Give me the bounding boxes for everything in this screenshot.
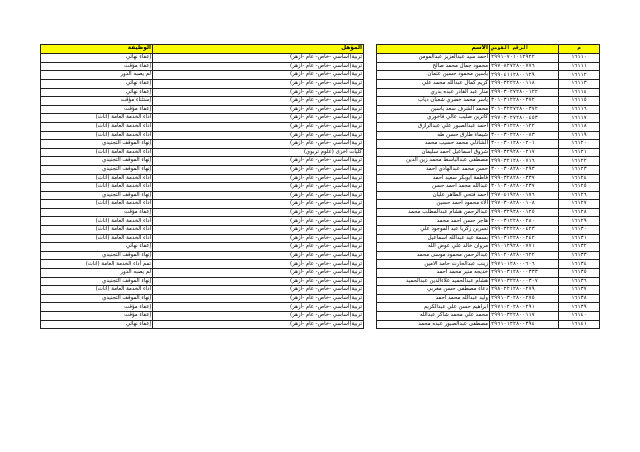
name-row bbox=[377, 269, 600, 278]
name-cell: محمد علي محمد شاكر عبدالله bbox=[377, 312, 490, 321]
qualification-row bbox=[41, 105, 364, 114]
code-cell: ١٦١١٠ bbox=[559, 54, 600, 63]
qualification-cell: تربية(أساسي -خاص- عام -أزهر) bbox=[153, 208, 364, 217]
name-row bbox=[377, 294, 600, 303]
name-row bbox=[377, 62, 600, 71]
qualification-cell: كليات أخرى (علوم تربوي) bbox=[153, 148, 364, 157]
qualification-row bbox=[41, 54, 364, 63]
job-cell: إنهاء الموقف التجنيدي bbox=[41, 140, 153, 149]
code-cell: ١٦١٣٤ bbox=[559, 260, 600, 269]
name-row bbox=[377, 122, 600, 131]
qualification-row bbox=[41, 208, 364, 217]
job-cell: إعفاء مؤقت bbox=[41, 105, 153, 114]
national-id-cell: ٢٩٧٠٨٢٧٢٨٠٠٧٧٦ bbox=[490, 62, 559, 71]
name-row bbox=[377, 208, 600, 217]
national-id-cell: ٢٩٧١٠٢٠٢٨٠٠٢٩١ bbox=[490, 303, 559, 312]
national-id-cell: ٢٩١٠٣١٢٢٨٠٠٢٤٢ bbox=[490, 234, 559, 243]
job-cell: أداء الخدمة العامة (اناث) bbox=[41, 200, 153, 209]
qualification-row bbox=[41, 71, 364, 80]
job-cell: إنهاء الموقف التجنيدي bbox=[41, 165, 153, 174]
national-id-cell: ٣٠٠٠٣٠١٢٨٠٠٢٠١ bbox=[490, 140, 559, 149]
name-cell: كاترين صليب عالي فاخوري bbox=[377, 114, 490, 123]
job-cell: أداء الخدمة العامة (اناث) bbox=[41, 286, 153, 295]
qualification-cell: تربية(أساسي -خاص- عام -أزهر) bbox=[153, 114, 364, 123]
national-id-cell: ٣٠١٠٣٠٨٢٨٠٠٢٣٧ bbox=[490, 183, 559, 192]
qualification-cell: تربية(أساسي -خاص- عام -أزهر) bbox=[153, 200, 364, 209]
name-cell: هاجر حسن احمد محمد bbox=[377, 217, 490, 226]
header-qualification: المؤهل bbox=[153, 45, 364, 54]
names-table bbox=[376, 44, 600, 329]
qualification-row bbox=[41, 312, 364, 321]
qualification-row bbox=[41, 200, 364, 209]
name-row bbox=[377, 286, 600, 295]
name-row bbox=[377, 183, 600, 192]
name-row bbox=[377, 54, 600, 63]
name-row bbox=[377, 320, 600, 329]
job-cell: أداء الخدمة العامة (اناث) bbox=[41, 174, 153, 183]
name-cell: احمد فتحي الطاهر عليان bbox=[377, 191, 490, 200]
qualification-cell: تربية(أساسي -خاص- عام -أزهر) bbox=[153, 71, 364, 80]
qualification-cell: تربية(أساسي -خاص- عام -أزهر) bbox=[153, 191, 364, 200]
qualification-cell: تربية(أساسي -خاص- عام -أزهر) bbox=[153, 226, 364, 235]
code-cell: ١٦١٣٦ bbox=[559, 277, 600, 286]
national-id-cell: ٢٩٧٠٤١٩٢٨٠٠١٧٦ bbox=[490, 191, 559, 200]
code-cell: ١٦١١١ bbox=[559, 62, 600, 71]
national-id-cell: ٢٩٩٠٣١٢٢٨٠٠١٢٢ bbox=[490, 122, 559, 131]
name-cell: ابراهيم حسن علي عبدالكريم bbox=[377, 303, 490, 312]
qualification-row bbox=[41, 131, 364, 140]
name-cell: الشاذلي محمد حسيب محمد bbox=[377, 140, 490, 149]
name-cell: محمد الشرف سعد ياسين bbox=[377, 105, 490, 114]
name-cell: محمود جمال محمد صالح bbox=[377, 62, 490, 71]
national-id-cell: ٢٩٩٠٣٢٨٢٨٠٠٣٣٧ bbox=[490, 174, 559, 183]
name-cell: كريم كمال عبدالله محمد علي bbox=[377, 79, 490, 88]
name-row bbox=[377, 191, 600, 200]
qualification-cell: تربية(أساسي -خاص- عام -أزهر) bbox=[153, 303, 364, 312]
national-id-cell: ٣٠٠٠٣١٢٢٨٠٠٢٨٠ bbox=[490, 217, 559, 226]
code-cell: ١٦١٤١ bbox=[559, 320, 600, 329]
job-cell: إعفاء نهائي bbox=[41, 54, 153, 63]
qualification-row bbox=[41, 260, 364, 269]
name-row bbox=[377, 88, 600, 97]
code-cell: ١٦١٢٣ bbox=[559, 165, 600, 174]
code-cell: ١٦١٢٩ bbox=[559, 217, 600, 226]
code-cell: ١٦١١٦ bbox=[559, 105, 600, 114]
qualification-row bbox=[41, 286, 364, 295]
name-row bbox=[377, 140, 600, 149]
name-row bbox=[377, 226, 600, 235]
qualification-cell: تربية(أساسي -خاص- عام -أزهر) bbox=[153, 131, 364, 140]
qualification-row bbox=[41, 226, 364, 235]
code-cell: ١٦١٣٣ bbox=[559, 251, 600, 260]
code-cell: ١٦١١٥ bbox=[559, 97, 600, 106]
header-code: م bbox=[559, 45, 600, 54]
code-cell: ١٦١١٢ bbox=[559, 71, 600, 80]
national-id-cell: ٢٩١٠٢٠٨٢٨٠٠٦٢٢ bbox=[490, 251, 559, 260]
national-id-cell: ٢٩٧٠٣٠٨٢٨٠٠١٠٨ bbox=[490, 200, 559, 209]
job-cell: لم يصبه الدور bbox=[41, 71, 153, 80]
code-cell: ١٦١٣١ bbox=[559, 234, 600, 243]
header-name: الاسم bbox=[377, 45, 490, 54]
national-id-cell: ٢٩٧١٠١٢٨٠٠٠٦٠٦ bbox=[490, 260, 559, 269]
name-row bbox=[377, 200, 600, 209]
qualification-cell: تربية(أساسي -خاص- عام -أزهر) bbox=[153, 286, 364, 295]
names-header-row bbox=[377, 45, 600, 54]
qualification-header-row bbox=[41, 45, 364, 54]
code-cell: ١٦١٣٧ bbox=[559, 286, 600, 295]
national-id-cell: ٢٩٩١٠٣٠٢٨٠٠٢٧٥ bbox=[490, 294, 559, 303]
qualification-cell: تربية(أساسي -خاص- عام -أزهر) bbox=[153, 234, 364, 243]
code-cell: ١٦١١٩ bbox=[559, 131, 600, 140]
qualification-row bbox=[41, 165, 364, 174]
job-cell: أداء الخدمة العامة (اناث) bbox=[41, 183, 153, 192]
code-cell: ١٦١٤٠ bbox=[559, 312, 600, 321]
code-cell: ١٦١١٧ bbox=[559, 114, 600, 123]
name-cell: مروان خالد علي عوض الله bbox=[377, 243, 490, 252]
qualification-cell: تربية(أساسي -خاص- عام -أزهر) bbox=[153, 105, 364, 114]
qualification-row bbox=[41, 62, 364, 71]
header-national-id: الرقم القومي bbox=[490, 45, 559, 54]
qualification-cell: تربية(أساسي -خاص- عام -أزهر) bbox=[153, 157, 364, 166]
qualification-cell: تربية(أساسي -خاص- عام -أزهر) bbox=[153, 277, 364, 286]
qualification-row bbox=[41, 97, 364, 106]
national-id-cell: ٢٩٩٠٣٢٩٢٨٠٠٢١٧ bbox=[490, 148, 559, 157]
name-cell: احمد عبدالصبور علي عبدالرازق bbox=[377, 122, 490, 131]
job-cell: إنهاء الموقف التجنيدي bbox=[41, 157, 153, 166]
name-cell: الاء محمود احمد حسين bbox=[377, 200, 490, 209]
national-id-cell: ٢٩٩١٠٧٠١٠١٢٩٢٢ bbox=[490, 54, 559, 63]
national-id-cell: ٢٩٩٠٣٠٢٧٢٨٠٠١٢٢ bbox=[490, 88, 559, 97]
job-cell: أداء الخدمة العامة (اناث) bbox=[41, 217, 153, 226]
job-cell: إعفاء نهائي bbox=[41, 320, 153, 329]
code-cell: ١٦١٣٩ bbox=[559, 303, 600, 312]
qualification-cell: تربية(أساسي -خاص- عام -أزهر) bbox=[153, 122, 364, 131]
job-cell: أداء الخدمة العامة (اناث) bbox=[41, 226, 153, 235]
qualification-cell: تربية(أساسي -خاص- عام -أزهر) bbox=[153, 294, 364, 303]
national-id-cell: ٢٩٦١٠١٢٢٨٠٠٣٩٤ bbox=[490, 320, 559, 329]
code-cell: ١٦١٣٥ bbox=[559, 269, 600, 278]
code-cell: ١٦١١٨ bbox=[559, 122, 600, 131]
name-cell: نسرين زكريا عبد الموجود علي bbox=[377, 226, 490, 235]
code-cell: ١٦١٢١ bbox=[559, 148, 600, 157]
national-id-cell: ٢٩٧١٠٣٢٢٨٠٠٠٣٠٧ bbox=[490, 277, 559, 286]
qualification-cell: تربية(أساسي -خاص- عام -أزهر) bbox=[153, 79, 364, 88]
code-cell: ١٦١٣٨ bbox=[559, 294, 600, 303]
name-row bbox=[377, 303, 600, 312]
code-cell: ١٦١١٤ bbox=[559, 88, 600, 97]
name-row bbox=[377, 131, 600, 140]
qualification-row bbox=[41, 140, 364, 149]
code-cell: ١٦١٢٤ bbox=[559, 174, 600, 183]
name-cell: عبدالرحمن هشام عبدالمطلب محمد bbox=[377, 208, 490, 217]
name-row bbox=[377, 157, 600, 166]
job-cell: إعفاء نهائي bbox=[41, 243, 153, 252]
qualification-row bbox=[41, 183, 364, 192]
national-id-cell: ٢٩٩١٠٣٢٢٨٠٠١١٧ bbox=[490, 312, 559, 321]
qualification-row bbox=[41, 217, 364, 226]
national-id-cell: ٢٩٩٠٣٢٢٢٨٠٠٤٢٣ bbox=[490, 226, 559, 235]
qualification-row bbox=[41, 251, 364, 260]
name-cell: حسن محمد عبدالهادي احمد bbox=[377, 165, 490, 174]
qualification-cell: تربية(أساسي -خاص- عام -أزهر) bbox=[153, 140, 364, 149]
name-cell: ياسين محمود حسين عثمان bbox=[377, 71, 490, 80]
name-row bbox=[377, 71, 600, 80]
name-row bbox=[377, 79, 600, 88]
qualification-cell: تربية(أساسي -خاص- عام -أزهر) bbox=[153, 269, 364, 278]
job-cell: أداء الخدمة العامة (اناث) bbox=[41, 114, 153, 123]
national-id-cell: ٢٩٩٠٣٢٢٢٨٠٠١١٨ bbox=[490, 79, 559, 88]
qualification-cell: تربية(أساسي -خاص- عام -أزهر) bbox=[153, 243, 364, 252]
national-id-cell: ٢٩٧٠٣٠٢٧٢٨٠٠٤٥٣ bbox=[490, 114, 559, 123]
job-cell: إعفاء مؤقت bbox=[41, 208, 153, 217]
qualification-cell: تربية(أساسي -خاص- عام -أزهر) bbox=[153, 320, 364, 329]
qualification-cell: تربية(أساسي -خاص- عام -أزهر) bbox=[153, 54, 364, 63]
name-row bbox=[377, 260, 600, 269]
national-id-cell: ٢٩٨٠٢٢١٢٨٠٠٢٧٩ bbox=[490, 286, 559, 295]
qualification-row bbox=[41, 277, 364, 286]
job-cell: إنهاء الموقف التجنيدي bbox=[41, 277, 153, 286]
national-id-cell: ٣٠١٠٣١٢٢٨٠٠٣٧٢ bbox=[490, 97, 559, 106]
national-id-cell: ٣٠١٠٣٢٢٧٢٨٠٠٣٧٢ bbox=[490, 105, 559, 114]
qualification-cell: تربية(أساسي -خاص- عام -أزهر) bbox=[153, 183, 364, 192]
name-cell: مصطفى عبدالباسط محمد زين الدين bbox=[377, 157, 490, 166]
name-cell: دعاء مصطفى حسن مغربي bbox=[377, 286, 490, 295]
name-cell: شيماء طارق حسن طه bbox=[377, 131, 490, 140]
job-cell: إنهاء الموقف التجنيدي bbox=[41, 191, 153, 200]
qualification-row bbox=[41, 157, 364, 166]
name-row bbox=[377, 243, 600, 252]
code-cell: ١٦١٣٠ bbox=[559, 226, 600, 235]
code-cell: ١٦١١٣ bbox=[559, 79, 600, 88]
name-cell: ياسر محمد خضري شعبان دياب bbox=[377, 97, 490, 106]
qualification-row bbox=[41, 294, 364, 303]
name-row bbox=[377, 165, 600, 174]
code-cell: ١٦١٢٢ bbox=[559, 157, 600, 166]
job-cell: أداء الخدمة العامة (اناث) bbox=[41, 234, 153, 243]
job-cell: أداء الخدمة العامة (اناث) bbox=[41, 148, 153, 157]
name-cell: منار عبد القادر عبده بدري bbox=[377, 88, 490, 97]
name-row bbox=[377, 174, 600, 183]
name-row bbox=[377, 97, 600, 106]
qualification-table bbox=[40, 44, 364, 329]
qualification-row bbox=[41, 243, 364, 252]
qualification-row bbox=[41, 303, 364, 312]
job-cell: أداء الخدمة العامة (اناث) bbox=[41, 131, 153, 140]
name-row bbox=[377, 312, 600, 321]
national-id-cell: ٢٩٩٠٤١١٢٨٠٠١٢٩ bbox=[490, 71, 559, 80]
code-cell: ١٦١٢٧ bbox=[559, 200, 600, 209]
job-cell: إعفاء نهائي bbox=[41, 88, 153, 97]
national-id-cell: ٣٠٠٠٣٠٨٢٨٠٠٢٩٣ bbox=[490, 165, 559, 174]
name-cell: مصطفى عبدالصبور عبده محمد bbox=[377, 320, 490, 329]
job-cell: إعفاء نهائي bbox=[41, 79, 153, 88]
job-cell: إنهاء الموقف التجنيدي bbox=[41, 251, 153, 260]
qualification-row bbox=[41, 79, 364, 88]
qualification-rows bbox=[41, 54, 364, 329]
name-cell: خديجه منير محمد احمد bbox=[377, 269, 490, 278]
qualification-cell: تربية(أساسي -خاص- عام -أزهر) bbox=[153, 251, 364, 260]
name-cell: زينب عبدالحارث حامد الامين bbox=[377, 260, 490, 269]
header-job: الوظيفة bbox=[41, 45, 153, 54]
name-cell: شروق اسماعيل احمد سليمان bbox=[377, 148, 490, 157]
qualification-row bbox=[41, 320, 364, 329]
name-row bbox=[377, 217, 600, 226]
qualification-row bbox=[41, 174, 364, 183]
name-cell: بسمة عيد عبدالله اسماعيل bbox=[377, 234, 490, 243]
code-cell: ١٦١٢٠ bbox=[559, 140, 600, 149]
qualification-cell: تربية(أساسي -خاص- عام -أزهر) bbox=[153, 88, 364, 97]
national-id-cell: ٢٩١٠١٢٩٢٨٠٠٧٧١ bbox=[490, 243, 559, 252]
name-row bbox=[377, 277, 600, 286]
national-id-cell: ٣٠٠٠٣٠٢٢٨٠٠٠٨٣ bbox=[490, 131, 559, 140]
name-cell: عبدالله محمد احمد حسن bbox=[377, 183, 490, 192]
job-cell: لم يصبه الدور bbox=[41, 269, 153, 278]
code-cell: ١٦١٢٨ bbox=[559, 208, 600, 217]
qualification-cell: تربية(أساسي -خاص- عام -أزهر) bbox=[153, 97, 364, 106]
qualification-cell: تربية(أساسي -خاص- عام -أزهر) bbox=[153, 62, 364, 71]
qualification-row bbox=[41, 234, 364, 243]
name-cell: عبدالرحمن محمود موسى محمد bbox=[377, 251, 490, 260]
name-row bbox=[377, 234, 600, 243]
qualification-row bbox=[41, 191, 364, 200]
name-row bbox=[377, 105, 600, 114]
job-cell: تمم أداء الخدمة العامة (اناث) bbox=[41, 260, 153, 269]
job-cell: إعفاء مؤقت bbox=[41, 62, 153, 71]
name-row bbox=[377, 148, 600, 157]
code-cell: ١٦١٣٢ bbox=[559, 243, 600, 252]
name-cell: احمد سيد عبدالعزيز عبدالمومن bbox=[377, 54, 490, 63]
qualification-row bbox=[41, 148, 364, 157]
national-id-cell: ٢٩٩٠٣٢٩٢٨٠٠١٢٥ bbox=[490, 208, 559, 217]
code-cell: ١٦١٢٥ bbox=[559, 183, 600, 192]
qualification-row bbox=[41, 269, 364, 278]
qualification-cell: تربية(أساسي -خاص- عام -أزهر) bbox=[153, 312, 364, 321]
qualification-row bbox=[41, 114, 364, 123]
qualification-cell: تربية(أساسي -خاص- عام -أزهر) bbox=[153, 174, 364, 183]
job-cell: إستثناء مؤقت bbox=[41, 97, 153, 106]
name-cell: فاطمة ابوبكر سعيد احمد bbox=[377, 174, 490, 183]
qualification-cell: تربية(أساسي -خاص- عام -أزهر) bbox=[153, 165, 364, 174]
job-cell: إنهاء الموقف التجنيدي bbox=[41, 294, 153, 303]
name-row bbox=[377, 114, 600, 123]
national-id-cell: ٢٩٩٠٣٢١٢٨٠٠٧١٦ bbox=[490, 157, 559, 166]
job-cell: إعفاء مؤقت bbox=[41, 312, 153, 321]
names-rows bbox=[377, 54, 600, 329]
name-row bbox=[377, 251, 600, 260]
qualification-cell: تربية(أساسي -خاص- عام -أزهر) bbox=[153, 217, 364, 226]
code-cell: ١٦١٢٦ bbox=[559, 191, 600, 200]
name-cell: وليد عبدالله محمد احمد bbox=[377, 294, 490, 303]
name-cell: هشام عبدالحميد علاءالدين عبدالحميد bbox=[377, 277, 490, 286]
job-cell: إعفاء مؤقت bbox=[41, 303, 153, 312]
national-id-cell: ٢٩٩١٠٣١٢٨٠٠٠٣٣٣ bbox=[490, 269, 559, 278]
job-cell: أداء الخدمة العامة (اناث) bbox=[41, 122, 153, 131]
qualification-row bbox=[41, 88, 364, 97]
qualification-cell: تربية(أساسي -خاص- عام -أزهر) bbox=[153, 260, 364, 269]
qualification-row bbox=[41, 122, 364, 131]
